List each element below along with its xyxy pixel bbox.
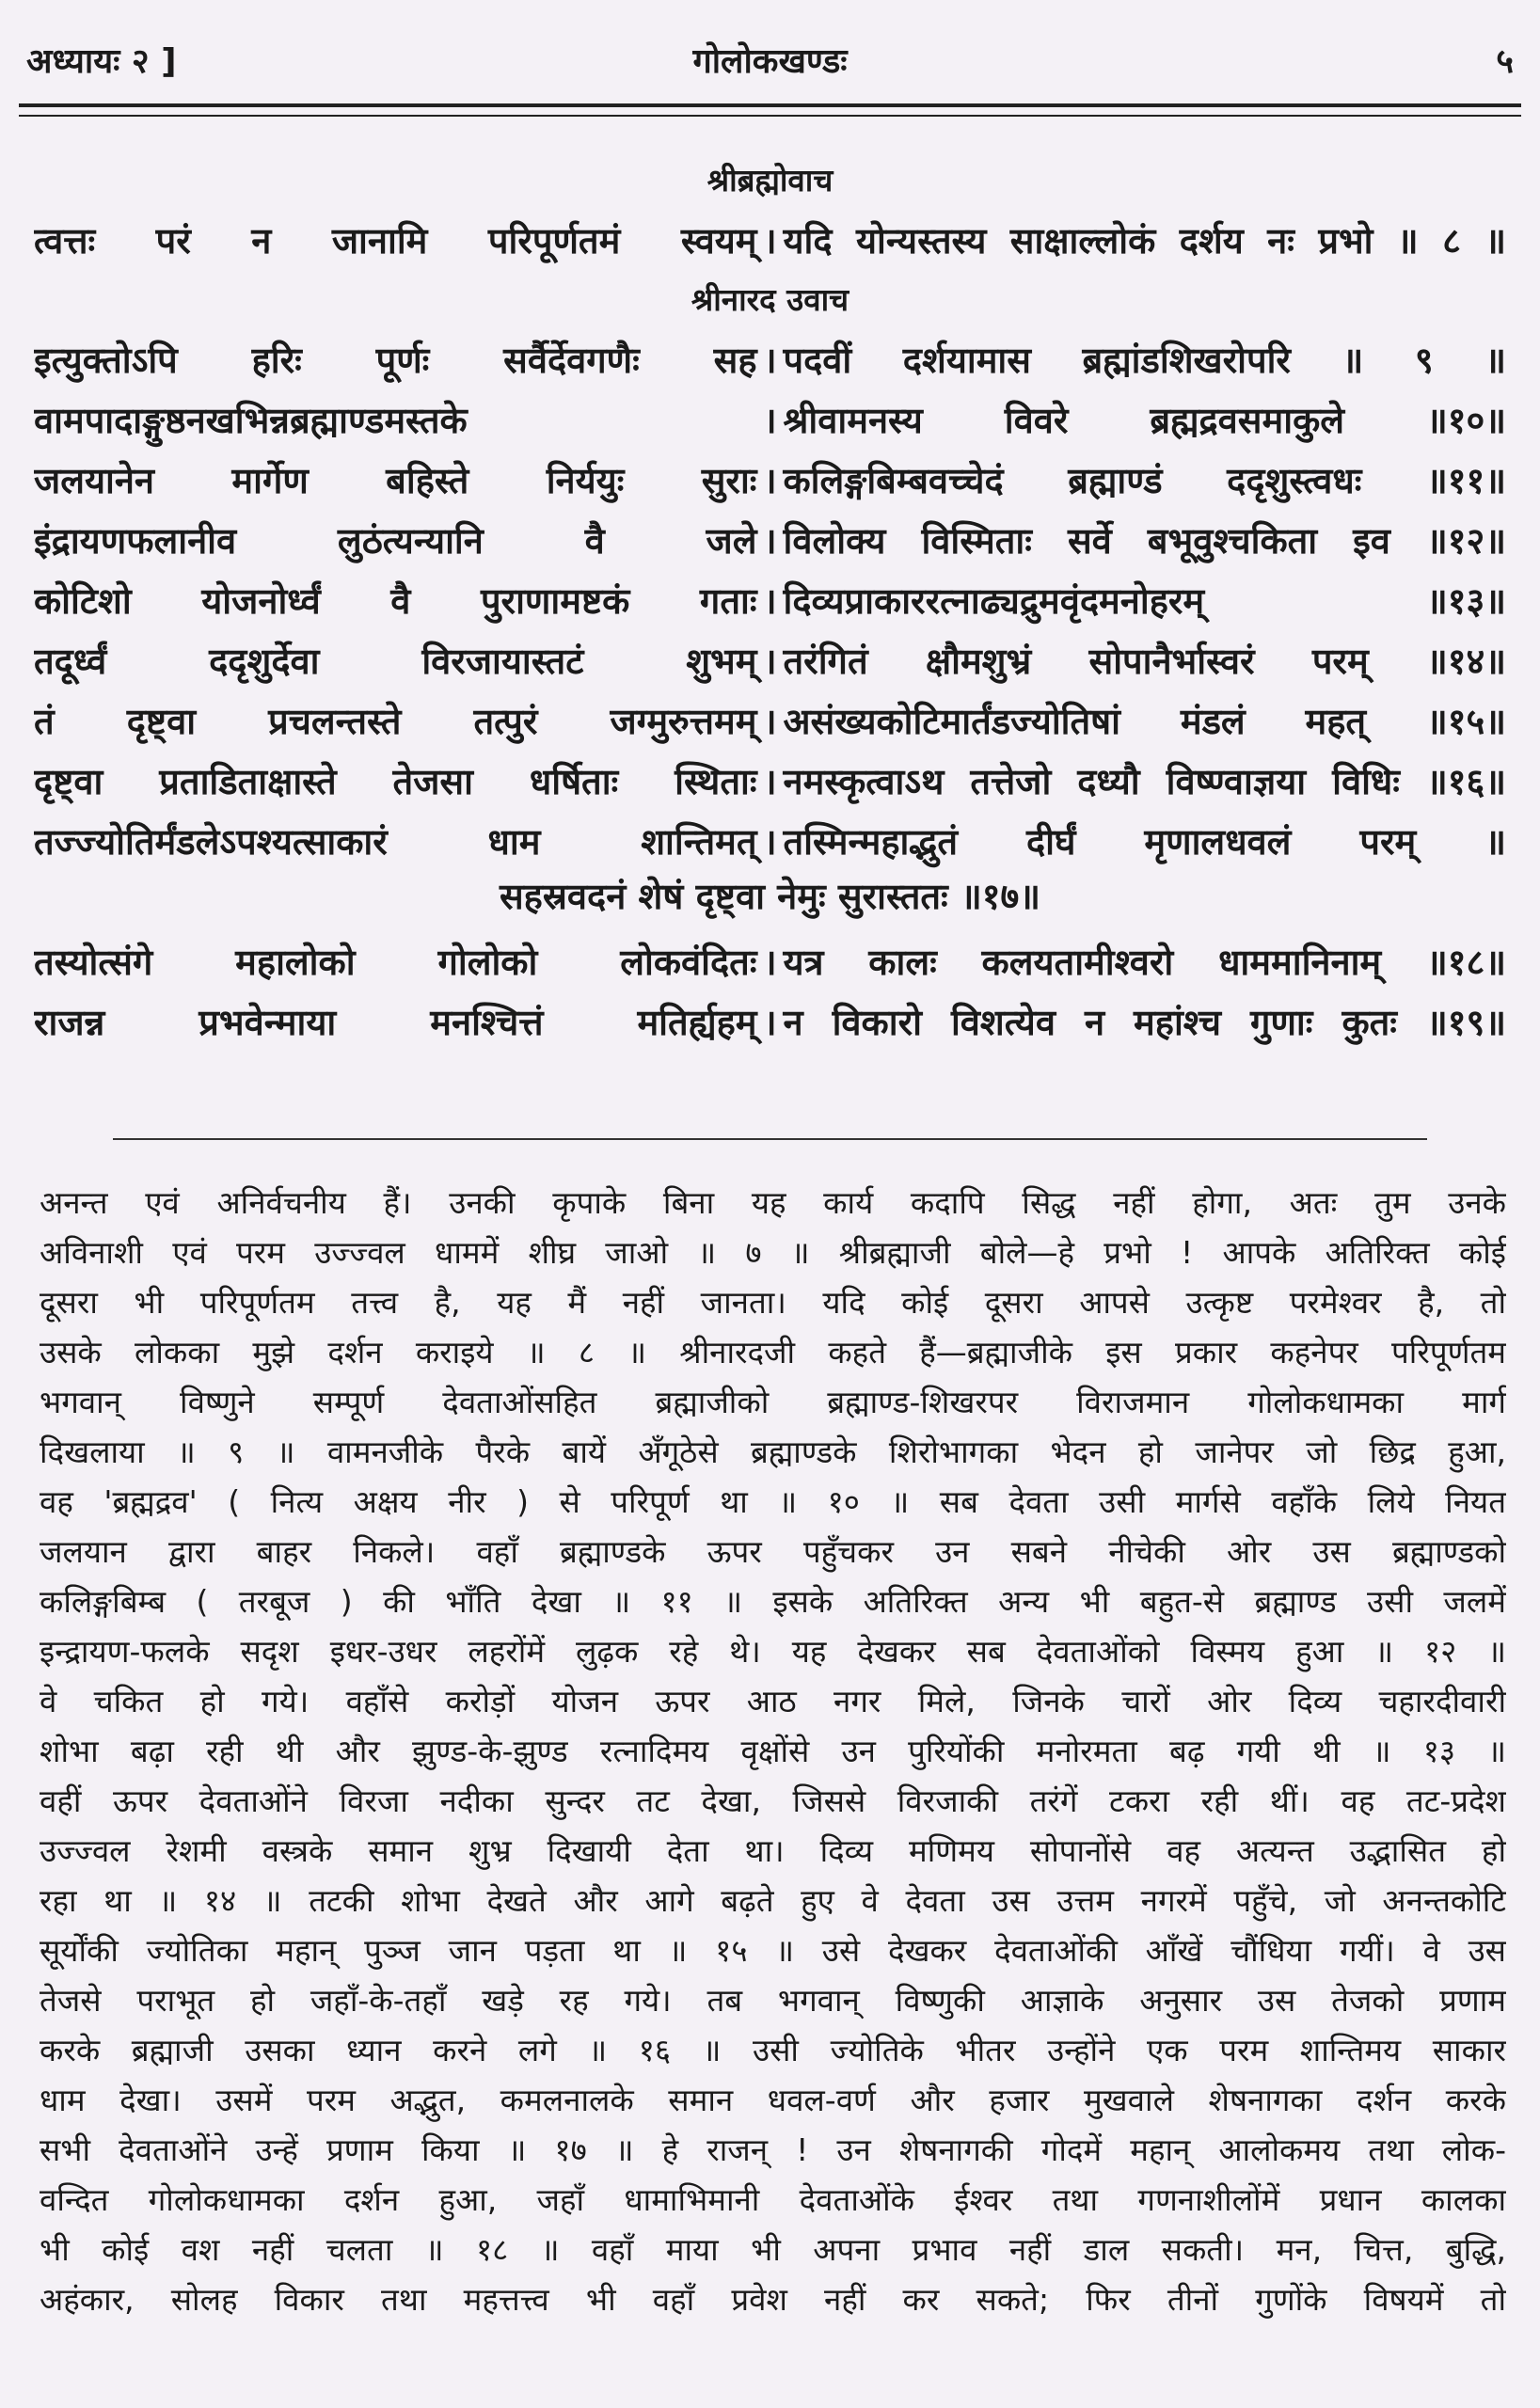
sanskrit-verses <box>34 150 1506 1052</box>
verse-half: दृष्ट्वा प्रताडिताक्षास्ते तेजसा धर्षिताः स्थिताः <box>34 761 757 802</box>
verse-half: इंद्रायणफलानीव लुठंत्यन्यानि वै जले <box>34 520 757 562</box>
verse-half: विलोक्य विस्मिताः सर्वे बभूवुश्चकिता इव ॥१२॥ <box>783 520 1506 562</box>
verse-half: यदि योन्यस्तस्य साक्षाल्लोकं दर्शय नः प्रभो ॥ ८ ॥ <box>783 220 1506 261</box>
prose-line: शोभा बढ़ा रही थी और झुण्ड-के-झुण्ड रत्नादिमय वृक्षोंसे उन पुरियोंकी मनोरमता बढ़ गयी थी ॥ १३ ॥ <box>40 1733 1506 1769</box>
verse-half: श्रीवामनस्य विवरे ब्रह्मद्रवसमाकुले ॥१०॥ <box>783 400 1506 441</box>
danda: । <box>763 220 777 261</box>
verse-half: तदूर्ध्वं ददृशुर्देवा विरजायास्तटं शुभम् <box>34 641 757 682</box>
verse-line <box>34 991 1506 1052</box>
prose-line: इन्द्रायण-फलके सदृश इधर-उधर लहरोंमें लुढ़क रहे थे। यह देखकर सब देवताओंको विस्मय हुआ ॥ १२ ॥ <box>40 1633 1506 1670</box>
danda: । <box>763 1002 777 1043</box>
page-number: ५ <box>1496 41 1514 81</box>
prose-line: वे चकित हो गये। वहाँसे करोड़ों योजन ऊपर आठ नगर मिले, जिनके चारों ओर दिव्य चहारदीवारी <box>40 1683 1506 1719</box>
verse-half: तस्मिन्महाद्भुतं दीर्घं मृणालधवलं परम् ॥ <box>783 821 1506 863</box>
section-divider <box>113 1138 1427 1140</box>
verse-line <box>34 450 1506 510</box>
prose-line: अनन्त एवं अनिर्वचनीय हैं। उनकी कृपाके बिना यह कार्य कदापि सिद्ध नहीं होगा, अतः तुम उनके <box>40 1184 1506 1221</box>
prose-line: वन्दित गोलोकधामका दर्शन हुआ, जहाँ धामाभिमानी देवताओंके ईश्वर तथा गणनाशीलोंमें प्रधान कालका <box>40 2181 1506 2218</box>
verse-half: जलयानेन मार्गेण बहिस्ते निर्ययुः सुराः <box>34 460 757 501</box>
danda: । <box>763 460 777 501</box>
verse-half: पदवीं दर्शयामास ब्रह्मांडशिखरोपरि ॥ ९ ॥ <box>783 340 1506 381</box>
prose-line: अहंकार, सोलह विकार तथा महत्तत्त्व भी वहाँ प्रवेश नहीं कर सकते; फिर तीनों गुणोंके विषयमें तो <box>40 2281 1506 2318</box>
chapter-label: अध्यायः २ ] <box>26 41 177 81</box>
danda: । <box>763 942 777 983</box>
prose-line: दिखलाया ॥ ९ ॥ वामनजीके पैरके बायें अँगूठेसे ब्रह्माण्डके शिरोभागका भेदन हो जानेपर जो छिद्र हुआ, <box>40 1434 1506 1470</box>
prose-line: कलिङ्गबिम्ब ( तरबूज ) की भाँति देखा ॥ ११ ॥ इसके अतिरिक्त अन्य भी बहुत-से ब्रह्माण्ड उसी जलमें <box>40 1583 1506 1620</box>
verse-line <box>34 389 1506 450</box>
verse-line-centered: सहस्रवदनं शेषं दृष्ट्वा नेमुः सुरास्ततः ॥१७॥ <box>499 876 1040 917</box>
verse-line <box>34 510 1506 570</box>
verse-half: तं दृष्ट्वा प्रचलन्तस्ते तत्पुरं जग्मुरुत्तमम् <box>34 701 757 742</box>
prose-line: भी कोई वश नहीं चलता ॥ १८ ॥ वहाँ माया भी अपना प्रभाव नहीं डाल सकती। मन, चित्त, बुद्धि, <box>40 2231 1506 2268</box>
verse-half: वामपादाङ्गुष्ठनखभिन्नब्रह्माण्डमस्तके <box>34 400 468 441</box>
prose-line: उसके लोकका मुझे दर्शन कराइये ॥ ८ ॥ श्रीनारदजी कहते हैं—ब्रह्माजीके इस प्रकार कहनेपर परिपूर्णतम <box>40 1334 1506 1370</box>
prose-line: करके ब्रह्माजी उसका ध्यान करने लगे ॥ १६ ॥ उसी ज्योतिके भीतर उन्होंने एक परम शान्तिमय साकार <box>40 2032 1506 2068</box>
verse-half: राजन्न प्रभवेन्माया मनश्चित्तं मतिर्ह्यहम् <box>34 1002 757 1043</box>
danda: । <box>763 520 777 562</box>
danda: । <box>763 580 777 622</box>
danda: । <box>763 701 777 742</box>
verse-line <box>34 570 1506 630</box>
verse-half: यत्र कालः कलयतामीश्वरो धाममानिनाम् ॥१८॥ <box>783 942 1506 983</box>
verse-half: कलिङ्गबिम्बवच्चेदं ब्रह्माण्डं ददृशुस्त्वधः ॥११॥ <box>783 460 1506 501</box>
prose-line: वह 'ब्रह्मद्रव' ( नित्य अक्षय नीर ) से परिपूर्ण था ॥ १० ॥ सब देवता उसी मार्गसे वहाँके लिये नियत <box>40 1483 1506 1520</box>
verse-half: इत्युक्तोऽपि हरिः पूर्णः सर्वैर्देवगणैः सह <box>34 340 757 381</box>
verse-half: न विकारो विशत्येव न महांश्च गुणाः कुतः ॥१९॥ <box>783 1002 1506 1043</box>
danda: । <box>763 821 777 863</box>
prose-line: उज्ज्वल रेशमी वस्त्रके समान शुभ्र दिखायी देता था। दिव्य मणिमय सोपानोंसे वह अत्यन्त उद्भासित हो <box>40 1832 1506 1869</box>
speaker-heading: श्रीब्रह्मोवाच <box>706 162 834 198</box>
prose-line: तेजसे पराभूत हो जहाँ-के-तहाँ खड़े रह गये। तब भगवान् विष्णुकी आज्ञाके अनुसार उस तेजको प्रणाम <box>40 1982 1506 2019</box>
verse-line <box>34 811 1506 871</box>
verse-line <box>34 329 1506 389</box>
danda: । <box>763 761 777 802</box>
verse-half: तज्ज्योतिर्मंडलेऽपश्यत्साकारं धाम शान्तिमत् <box>34 821 757 863</box>
hindi-translation <box>40 1178 1506 2324</box>
prose-line: जलयान द्वारा बाहर निकले। वहाँ ब्रह्माण्डके ऊपर पहुँचकर उन सबने नीचेकी ओर उस ब्रह्माण्डको <box>40 1533 1506 1570</box>
prose-line: भगवान् विष्णुने सम्पूर्ण देवताओंसहित ब्रह्माजीको ब्रह्माण्ड-शिखरपर विराजमान गोलोकधामका मार्ग <box>40 1384 1506 1420</box>
verse-line <box>34 630 1506 690</box>
verse-half: कोटिशो योजनोर्ध्वं वै पुराणामष्टकं गताः <box>34 580 757 622</box>
prose-line: वहीं ऊपर देवताओंने विरजा नदीका सुन्दर तट देखा, जिससे विरजाकी तरंगें टकरा रही थीं। वह तट-प्रदेश <box>40 1782 1506 1819</box>
danda: । <box>763 340 777 381</box>
verse-half: असंख्यकोटिमार्तंडज्योतिषां मंडलं महत् ॥१५॥ <box>783 701 1506 742</box>
verse-line <box>34 751 1506 811</box>
prose-line: रहा था ॥ १४ ॥ तटकी शोभा देखते और आगे बढ़ते हुए वे देवता उस उत्तम नगरमें पहुँचे, जो अनन्तकोटि <box>40 1882 1506 1919</box>
speaker-heading: श्रीनारद उवाच <box>691 281 849 318</box>
prose-line: धाम देखा। उसमें परम अद्भुत, कमलनालके समान धवल-वर्ण और हजार मुखवाले शेषनागका दर्शन करके <box>40 2082 1506 2118</box>
verse-half: दिव्यप्राकाररत्नाढ्यद्रुमवृंदमनोहरम् ॥१३॥ <box>783 580 1506 622</box>
verse-half: तस्योत्संगे महालोको गोलोको लोकवंदितः <box>34 942 757 983</box>
page-header <box>26 26 1514 92</box>
verse-line <box>34 210 1506 270</box>
header-rule-thin <box>19 115 1521 117</box>
danda: । <box>763 641 777 682</box>
prose-line: सूर्योंकी ज्योतिका महान् पुञ्ज जान पड़ता था ॥ १५ ॥ उसे देखकर देवताओंकी आँखें चौंधिया गयीं। वे उस <box>40 1932 1506 1969</box>
danda: । <box>763 400 777 441</box>
verse-line <box>34 931 1506 991</box>
prose-line: दूसरा भी परिपूर्णतम तत्त्व है, यह मैं नहीं जानता। यदि कोई दूसरा आपसे उत्कृष्ट परमेश्वर है, तो <box>40 1284 1506 1321</box>
header-rule-thick <box>19 103 1521 107</box>
verse-half: तरंगितं क्षौमशुभ्रं सोपानैर्भास्वरं परम् ॥१४॥ <box>783 641 1506 682</box>
prose-line: अविनाशी एवं परम उज्ज्वल धाममें शीघ्र जाओ ॥ ७ ॥ श्रीब्रह्माजी बोले—हे प्रभो ! आपके अतिरिक्त कोई <box>40 1234 1506 1271</box>
verse-half: त्वत्तः परं न जानामि परिपूर्णतमं स्वयम् <box>34 220 757 261</box>
prose-line: सभी देवताओंने उन्हें प्रणाम किया ॥ १७ ॥ हे राजन् ! उन शेषनागकी गोदमें महान् आलोकमय तथा लोक- <box>40 2131 1506 2168</box>
verse-line <box>34 690 1506 751</box>
section-title: गोलोकखण्डः <box>692 41 848 81</box>
verse-half: नमस्कृत्वाऽथ तत्तेजो दध्यौ विष्ण्वाज्ञया विधिः ॥१६॥ <box>783 761 1506 802</box>
